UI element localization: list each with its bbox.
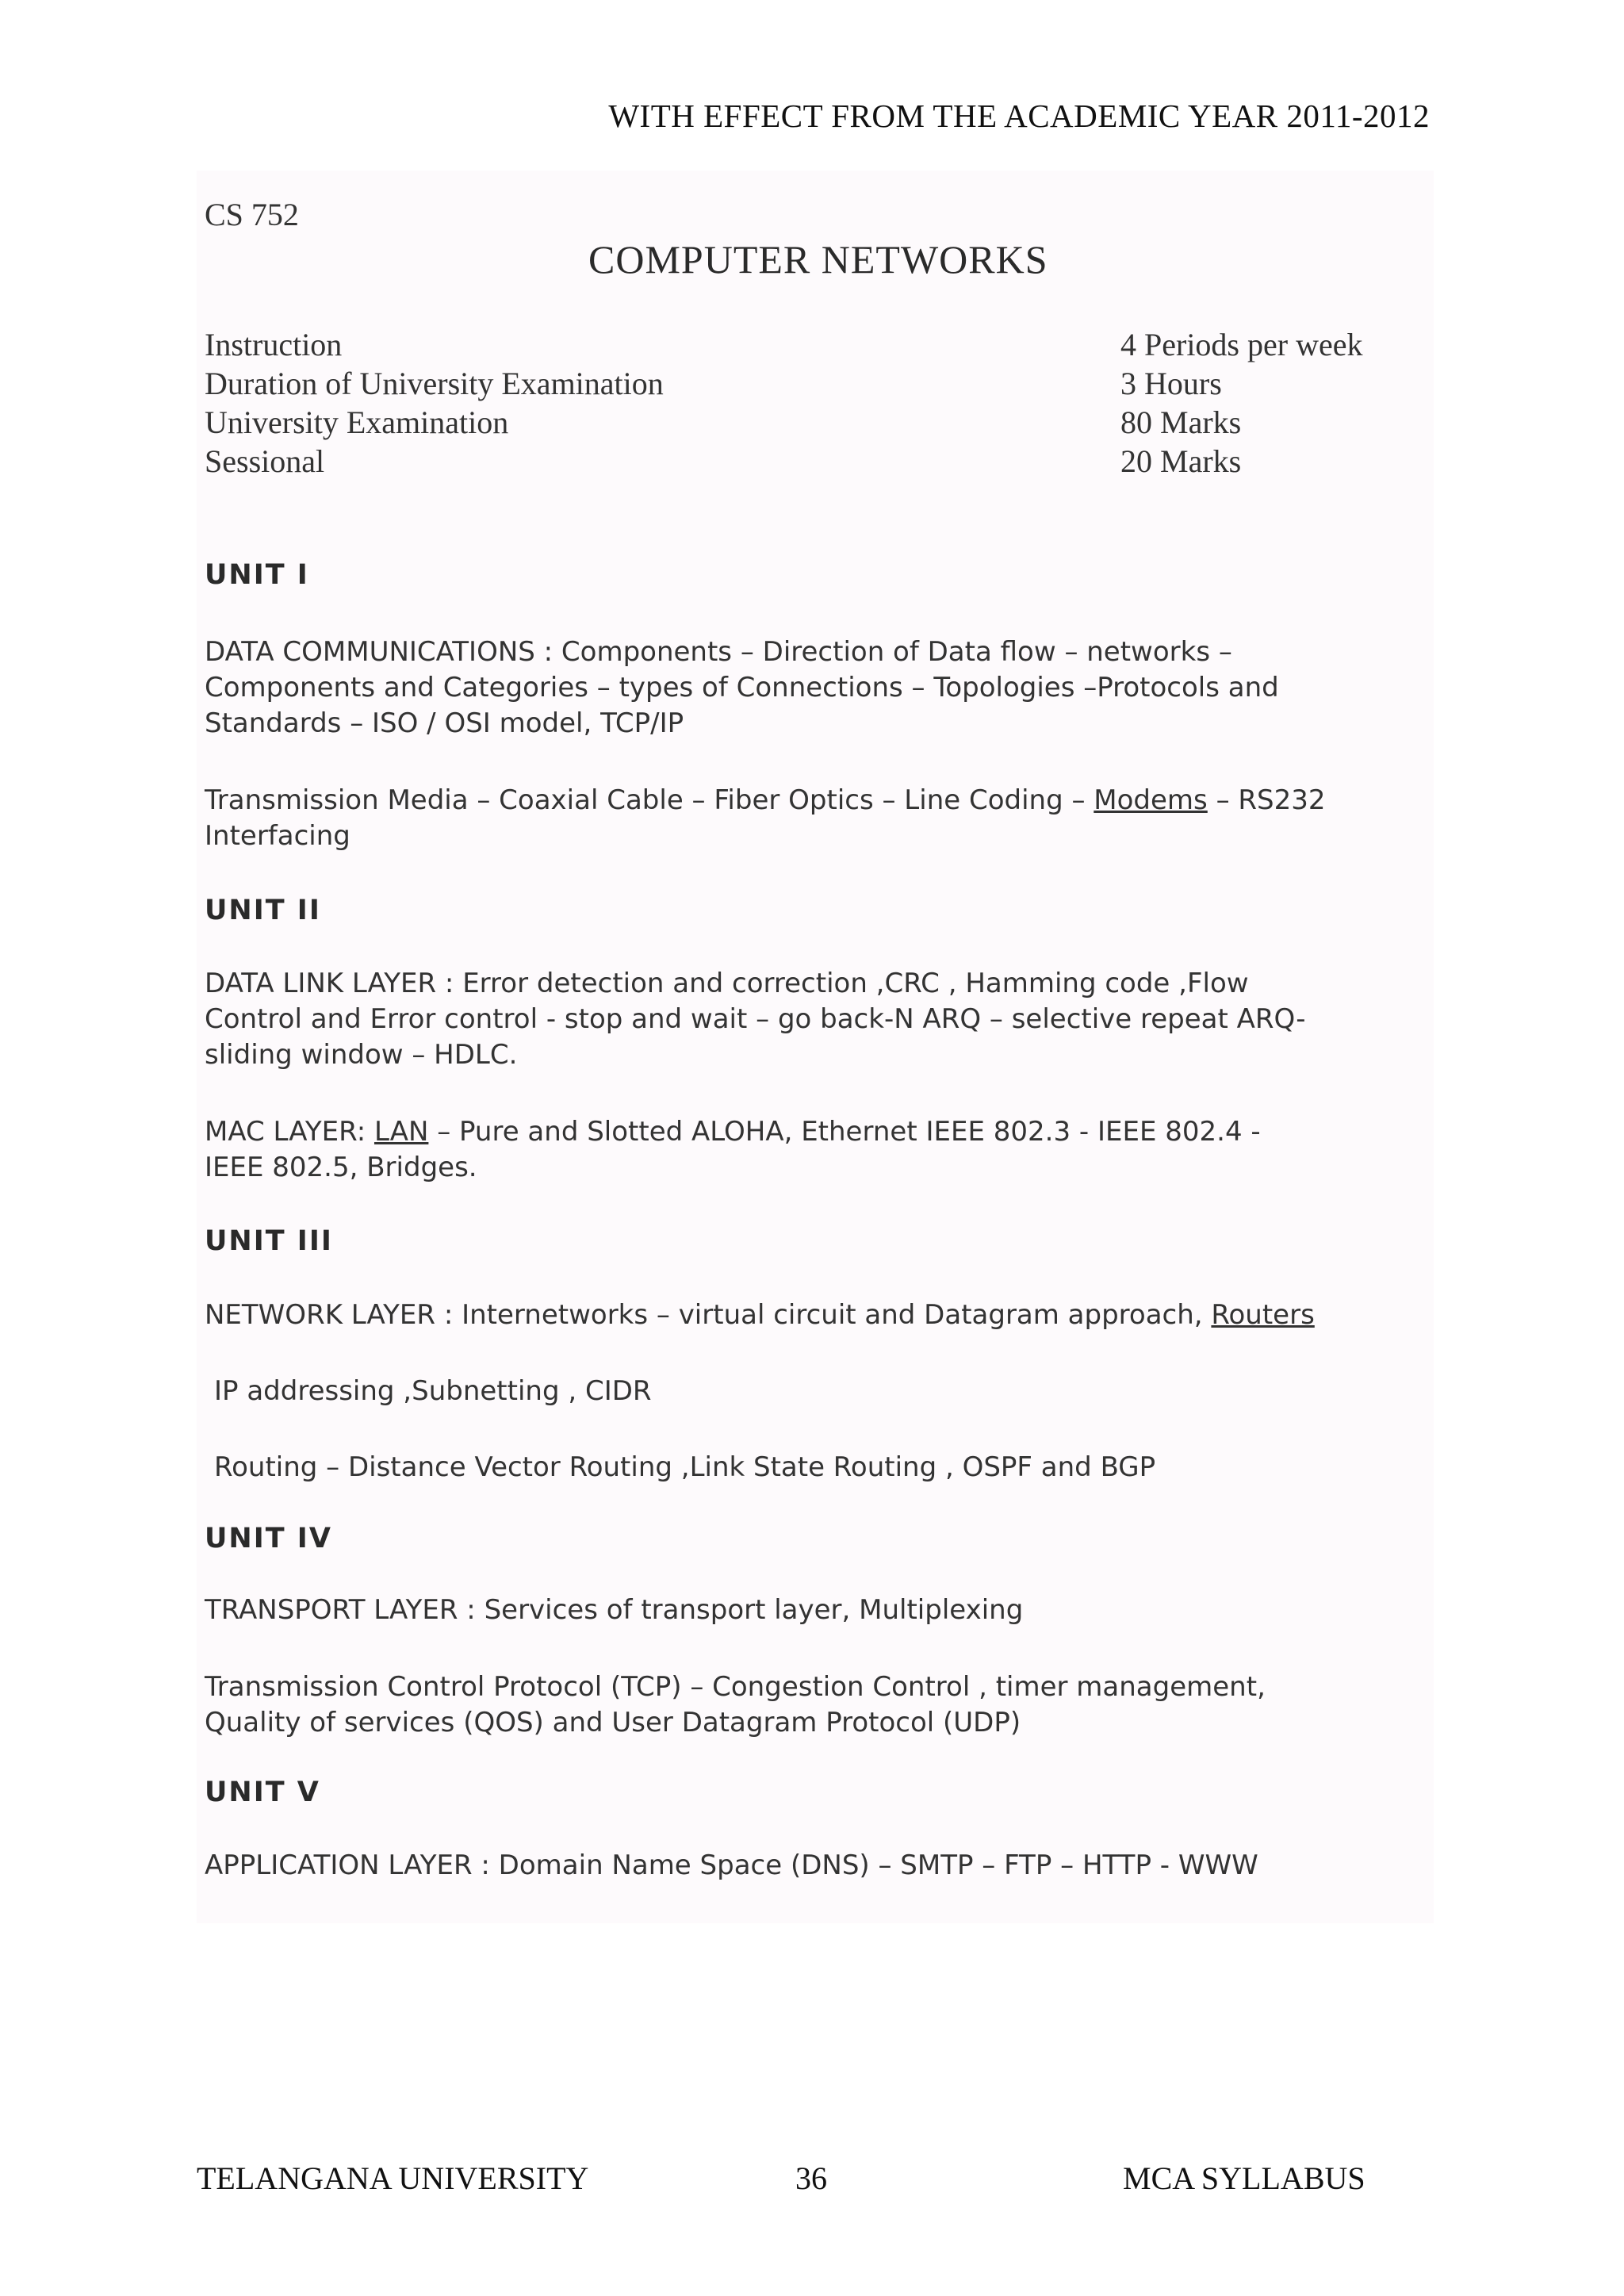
scheme-value-sessional: 20 Marks (1120, 443, 1242, 479)
footer-program: MCA SYLLABUS (1123, 2160, 1365, 2196)
academic-year-header: WITH EFFECT FROM THE ACADEMIC YEAR 2011-2012 (608, 98, 1430, 134)
lan-term: LAN (373, 1116, 429, 1148)
course-code: CS 752 (205, 197, 299, 232)
unit-2-mac-layer: MAC LAYER: LAN – Pure and Slotted ALOHA, Ethernet IEEE 802.3 - IEEE 802.4 - IEEE 802.5, Bridges. (205, 1116, 1261, 1183)
scheme-value-university-exam: 80 Marks (1120, 404, 1242, 440)
unit-3-routing: Routing – Distance Vector Routing ,Link State Routing , OSPF and BGP (214, 1451, 1156, 1483)
unit-4-heading: UNIT IV (205, 1523, 332, 1554)
footer-university: TELANGANA UNIVERSITY (197, 2160, 589, 2196)
modems-term: Modems (1094, 784, 1208, 816)
scheme-labels (205, 325, 664, 481)
scheme-value-instruction: 4 Periods per week (1120, 327, 1363, 362)
scheme-label-duration: Duration of University Examination (205, 366, 664, 401)
routers-term: Routers (1211, 1299, 1315, 1331)
unit-4-tcp-udp: Transmission Control Protocol (TCP) – Congestion Control , timer management, Quality of services (QOS) and User Datagram Protocol (UDP) (205, 1671, 1266, 1738)
unit-4-transport-layer: TRANSPORT LAYER : Services of transport layer, Multiplexing (205, 1594, 1024, 1626)
unit-1-transmission-media: Transmission Media – Coaxial Cable – Fiber Optics – Line Coding – Modems – RS232 Interfacing (205, 784, 1326, 852)
unit-5-heading: UNIT V (205, 1777, 320, 1808)
scheme-value-duration: 3 Hours (1120, 366, 1222, 401)
unit-2-data-link-layer: DATA LINK LAYER : Error detection and correction ,CRC , Hamming code ,Flow Control and Error control - stop and wait – go back-N ARQ – selective repeat ARQ- sliding window – HDLC. (205, 968, 1306, 1071)
footer-page-number: 36 (795, 2160, 827, 2196)
scheme-label-university-exam: University Examination (205, 404, 509, 440)
unit-5-application-layer: APPLICATION LAYER : Domain Name Space (DNS) – SMTP – FTP – HTTP - WWW (205, 1849, 1258, 1881)
unit-2-heading: UNIT II (205, 895, 321, 926)
unit-1-data-communications: DATA COMMUNICATIONS : Components – Direction of Data flow – networks – Components and Categories – types of Connections – Topologies –Protocols and Standards – ISO / OSI model, TCP/IP (205, 636, 1279, 739)
unit-3-ip-addressing: IP addressing ,Subnetting , CIDR (214, 1375, 652, 1407)
unit-3-network-layer: NETWORK LAYER : Internetworks – virtual circuit and Datagram approach, Routers (205, 1299, 1315, 1331)
unit-1-heading: UNIT I (205, 559, 309, 591)
scheme-label-instruction: Instruction (205, 327, 343, 362)
scheme-label-sessional: Sessional (205, 443, 325, 479)
scheme-values (1120, 325, 1362, 481)
unit-3-heading: UNIT III (205, 1225, 333, 1257)
course-title: COMPUTER NETWORKS (588, 237, 1048, 282)
